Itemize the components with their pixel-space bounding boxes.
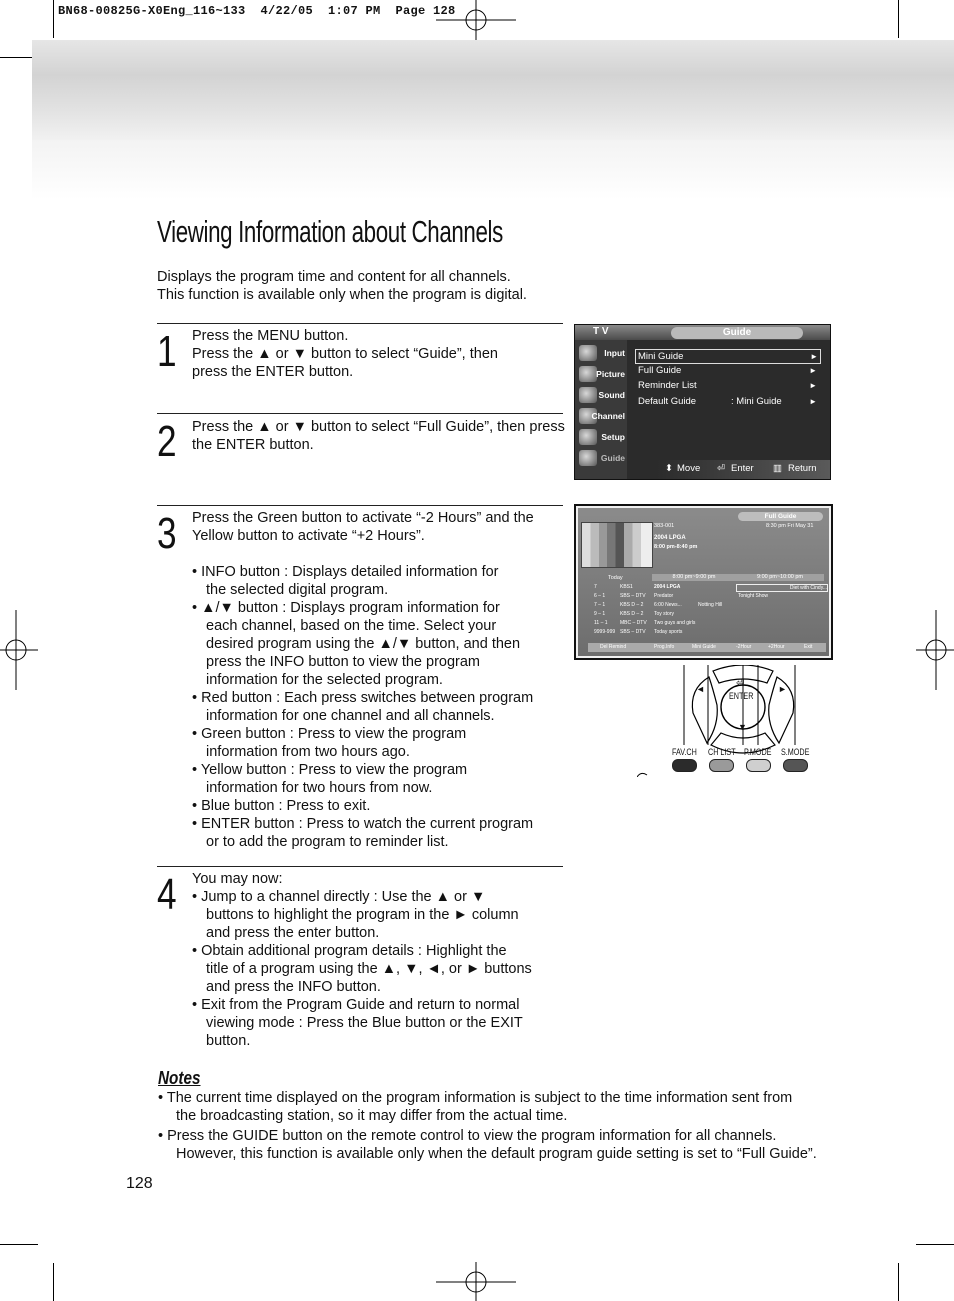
video-preview xyxy=(581,522,653,568)
note-line: However, this function is available only when the default program guide setting is set to “Full Guide”. xyxy=(176,1146,817,1162)
step-line: • Red button : Each press switches between program xyxy=(192,690,534,706)
note-line: the broadcasting station, so it may differ from the actual time. xyxy=(176,1108,568,1124)
step-line: or to add the program to reminder list. xyxy=(206,834,449,850)
guide-row[interactable]: 6 – 1 SBS – DTV Predator Tonight Show xyxy=(594,593,769,599)
step-line: button. xyxy=(206,1033,251,1049)
tv-mode-label: T V xyxy=(593,326,609,337)
sidebar-item-setup[interactable]: Setup xyxy=(577,427,625,447)
program-time: 8:00 pm-8:40 pm xyxy=(654,544,698,550)
menu-item-reminder-list[interactable]: Reminder List ► xyxy=(638,380,817,391)
crop-mark xyxy=(916,1244,954,1245)
step-line xyxy=(192,545,534,563)
guide-row[interactable]: 9999-999 SBS – DTV Today sports xyxy=(594,629,683,635)
fav-ch-button[interactable] xyxy=(672,759,697,772)
step-line: the ENTER button. xyxy=(192,437,314,453)
crop-mark xyxy=(53,0,54,38)
setup-icon xyxy=(579,429,597,445)
step-line: • Obtain additional program details : Highlight the xyxy=(192,943,507,959)
step-line: press the INFO button to view the program xyxy=(206,654,481,670)
step-1-text xyxy=(192,327,498,381)
current-time: 8:30 pm Fri May 31 xyxy=(766,523,814,529)
step-line: each channel, based on the time. Select your xyxy=(206,618,497,634)
return-icon: ▥ xyxy=(773,463,782,474)
footer-exit: Exit xyxy=(804,644,813,650)
arrow-right-icon: ► xyxy=(809,397,817,406)
menu-sidebar xyxy=(575,340,627,479)
full-guide-panel xyxy=(578,508,829,656)
step-line: Press the MENU button. xyxy=(192,328,349,344)
print-slug: BN68-00825G-X0Eng_116~133 4/22/05 1:07 PM Page 128 xyxy=(58,4,456,18)
step-line: information for two hours from now. xyxy=(206,780,433,796)
step-line: • Exit from the Program Guide and return to normal xyxy=(192,997,520,1013)
sidebar-item-guide[interactable]: Guide xyxy=(577,448,625,468)
header-banner xyxy=(32,40,954,140)
ch-list-label: CH LIST xyxy=(708,747,736,757)
p-mode-button[interactable] xyxy=(746,759,771,772)
enter-button-label[interactable]: ENTER xyxy=(729,691,754,701)
menu-item-full-guide[interactable]: Full Guide ► xyxy=(638,365,817,376)
step-line: buttons to highlight the program in the ► column xyxy=(206,907,519,923)
input-icon xyxy=(579,345,597,361)
step-line: • Jump to a channel directly : Use the ▲ or ▼ xyxy=(192,889,486,905)
step-line: • Yellow button : Press to view the program xyxy=(192,762,468,778)
step-line: press the ENTER button. xyxy=(192,364,354,380)
arrow-right-icon: ► xyxy=(809,381,817,390)
step-line: and press the enter button. xyxy=(206,925,380,941)
footer-minus-2hour: -2Hour xyxy=(736,644,752,650)
step-line: information from two hours ago. xyxy=(206,744,410,760)
step-line: Press the Green button to activate “-2 Hours” and the xyxy=(192,510,534,526)
step-3-text xyxy=(192,509,534,851)
note-line: • The current time displayed on the program information is subject to the time information sent from xyxy=(158,1090,793,1106)
footer-return: Return xyxy=(788,463,817,474)
menu-item-default-guide[interactable]: Default Guide : Mini Guide ► xyxy=(638,396,817,407)
sidebar-item-channel[interactable]: Channel xyxy=(577,406,625,426)
page-title: Viewing Information about Channels xyxy=(157,214,503,249)
tv-full-guide-screen xyxy=(574,504,833,660)
menu-item-mini-guide[interactable]: Mini Guide ► xyxy=(635,349,821,364)
arrow-right-icon: ► xyxy=(809,366,817,375)
crop-mark xyxy=(53,1263,54,1301)
step-line: desired program using the ▲/▼ button, and then xyxy=(206,636,521,652)
step-line: Press the ▲ or ▼ button to select “Full Guide”, then press xyxy=(192,419,565,435)
enter-icon: ⏎ xyxy=(717,463,725,474)
step-line: You may now: xyxy=(192,871,283,887)
s-mode-button[interactable] xyxy=(783,759,808,772)
step-line: • Blue button : Press to exit. xyxy=(192,798,371,814)
menu-header: Guide xyxy=(671,327,803,339)
intro-text xyxy=(157,268,577,304)
step-line: the selected digital program. xyxy=(206,582,389,598)
registration-mark xyxy=(0,610,38,690)
note-line: • Press the GUIDE button on the remote control to view the program information for all channels. xyxy=(158,1128,777,1144)
sidebar-item-sound[interactable]: Sound xyxy=(577,385,625,405)
remote-control-illustration xyxy=(637,665,829,777)
header-fade xyxy=(32,140,954,200)
footer-enter: Enter xyxy=(731,463,754,474)
guide-footer xyxy=(588,643,826,652)
step-line: • INFO button : Displays detailed information for xyxy=(192,564,499,580)
guide-row[interactable]: 7 – 1 KBS D – 2 6:00 News... Notting Hill xyxy=(594,602,723,608)
s-mode-label: S.MODE xyxy=(781,747,810,757)
step-line: viewing mode : Press the Blue button or the EXIT xyxy=(206,1015,523,1031)
full-guide-header: Full Guide xyxy=(738,512,823,521)
updown-icon: ⬍ xyxy=(665,463,673,474)
step-divider xyxy=(157,866,563,867)
guide-row[interactable]: 7 KBS1 2004 LPGA Diet with Cindy... xyxy=(594,584,827,591)
arrow-right-icon: ► xyxy=(810,352,818,361)
enter-icon: ⏎ xyxy=(736,678,745,689)
step-line: Yellow button to activate “+2 Hours”. xyxy=(192,528,425,544)
step-line: • ENTER button : Press to watch the current program xyxy=(192,816,534,832)
step-divider xyxy=(157,413,563,414)
crop-mark xyxy=(0,1244,38,1245)
step-line: information for one channel and all channels. xyxy=(206,708,495,724)
crop-mark xyxy=(898,1263,899,1301)
footer-mini-guide: Mini Guide xyxy=(692,644,716,650)
registration-mark xyxy=(916,610,954,690)
footer-del-remind: Del Remind xyxy=(600,644,627,650)
footer-plus-2hour: +2Hour xyxy=(768,644,785,650)
down-arrow-icon[interactable]: ▼ xyxy=(738,722,747,732)
sidebar-item-input[interactable]: Input xyxy=(577,343,625,363)
time-slot-2: 9:00 pm~10:00 pm xyxy=(736,574,824,581)
page-number: 128 xyxy=(126,1175,153,1192)
notes-heading: Notes xyxy=(158,1068,201,1088)
right-arrow-icon[interactable]: ► xyxy=(778,684,787,694)
step-divider xyxy=(157,505,563,506)
step-number: 4 xyxy=(157,870,177,919)
step-2-text xyxy=(192,418,565,454)
sidebar-item-picture[interactable]: Picture xyxy=(577,364,625,384)
fav-ch-label: FAV.CH xyxy=(672,747,697,757)
footer-move: Move xyxy=(677,463,701,474)
step-number: 3 xyxy=(157,509,177,558)
step-4-text xyxy=(192,870,532,1050)
guide-row[interactable]: 9 – 1 KBS D – 2 Toy story xyxy=(594,611,675,617)
sound-icon xyxy=(579,387,597,403)
step-line: • Green button : Press to view the program xyxy=(192,726,467,742)
time-slot-1: 8:00 pm~9:00 pm xyxy=(652,574,736,581)
crop-mark xyxy=(898,0,899,38)
day-label: Today xyxy=(608,575,623,581)
step-line: and press the INFO button. xyxy=(206,979,381,995)
step-line: information for the selected program. xyxy=(206,672,443,688)
picture-icon xyxy=(579,366,597,382)
guide-icon xyxy=(579,450,597,466)
step-line: title of a program using the ▲, ▼, ◄, or ► buttons xyxy=(206,961,532,977)
intro-line: This function is available only when the program is digital. xyxy=(157,287,527,303)
step-line: Press the ▲ or ▼ button to select “Guide”, then xyxy=(192,346,498,362)
program-title: 2004 LPGA xyxy=(654,535,686,541)
step-number: 1 xyxy=(157,327,177,376)
step-line: • ▲/▼ button : Displays program information for xyxy=(192,600,500,616)
p-mode-label: P.MODE xyxy=(744,747,772,757)
channel-number: 383-001 xyxy=(654,523,675,529)
ch-list-button[interactable] xyxy=(709,759,734,772)
tv-guide-menu-screen xyxy=(574,324,831,480)
step-number: 2 xyxy=(157,417,177,466)
intro-line: Displays the program time and content for all channels. xyxy=(157,269,511,285)
notes-list xyxy=(158,1089,848,1163)
step-divider xyxy=(157,323,563,324)
guide-row[interactable]: 11 – 1 MBC – DTV Two guys and girls xyxy=(594,620,696,626)
menu-footer xyxy=(657,460,830,479)
footer-prog-info: Prog.Info xyxy=(654,644,675,650)
registration-mark xyxy=(436,1262,516,1301)
left-arrow-icon[interactable]: ◄ xyxy=(696,684,705,694)
